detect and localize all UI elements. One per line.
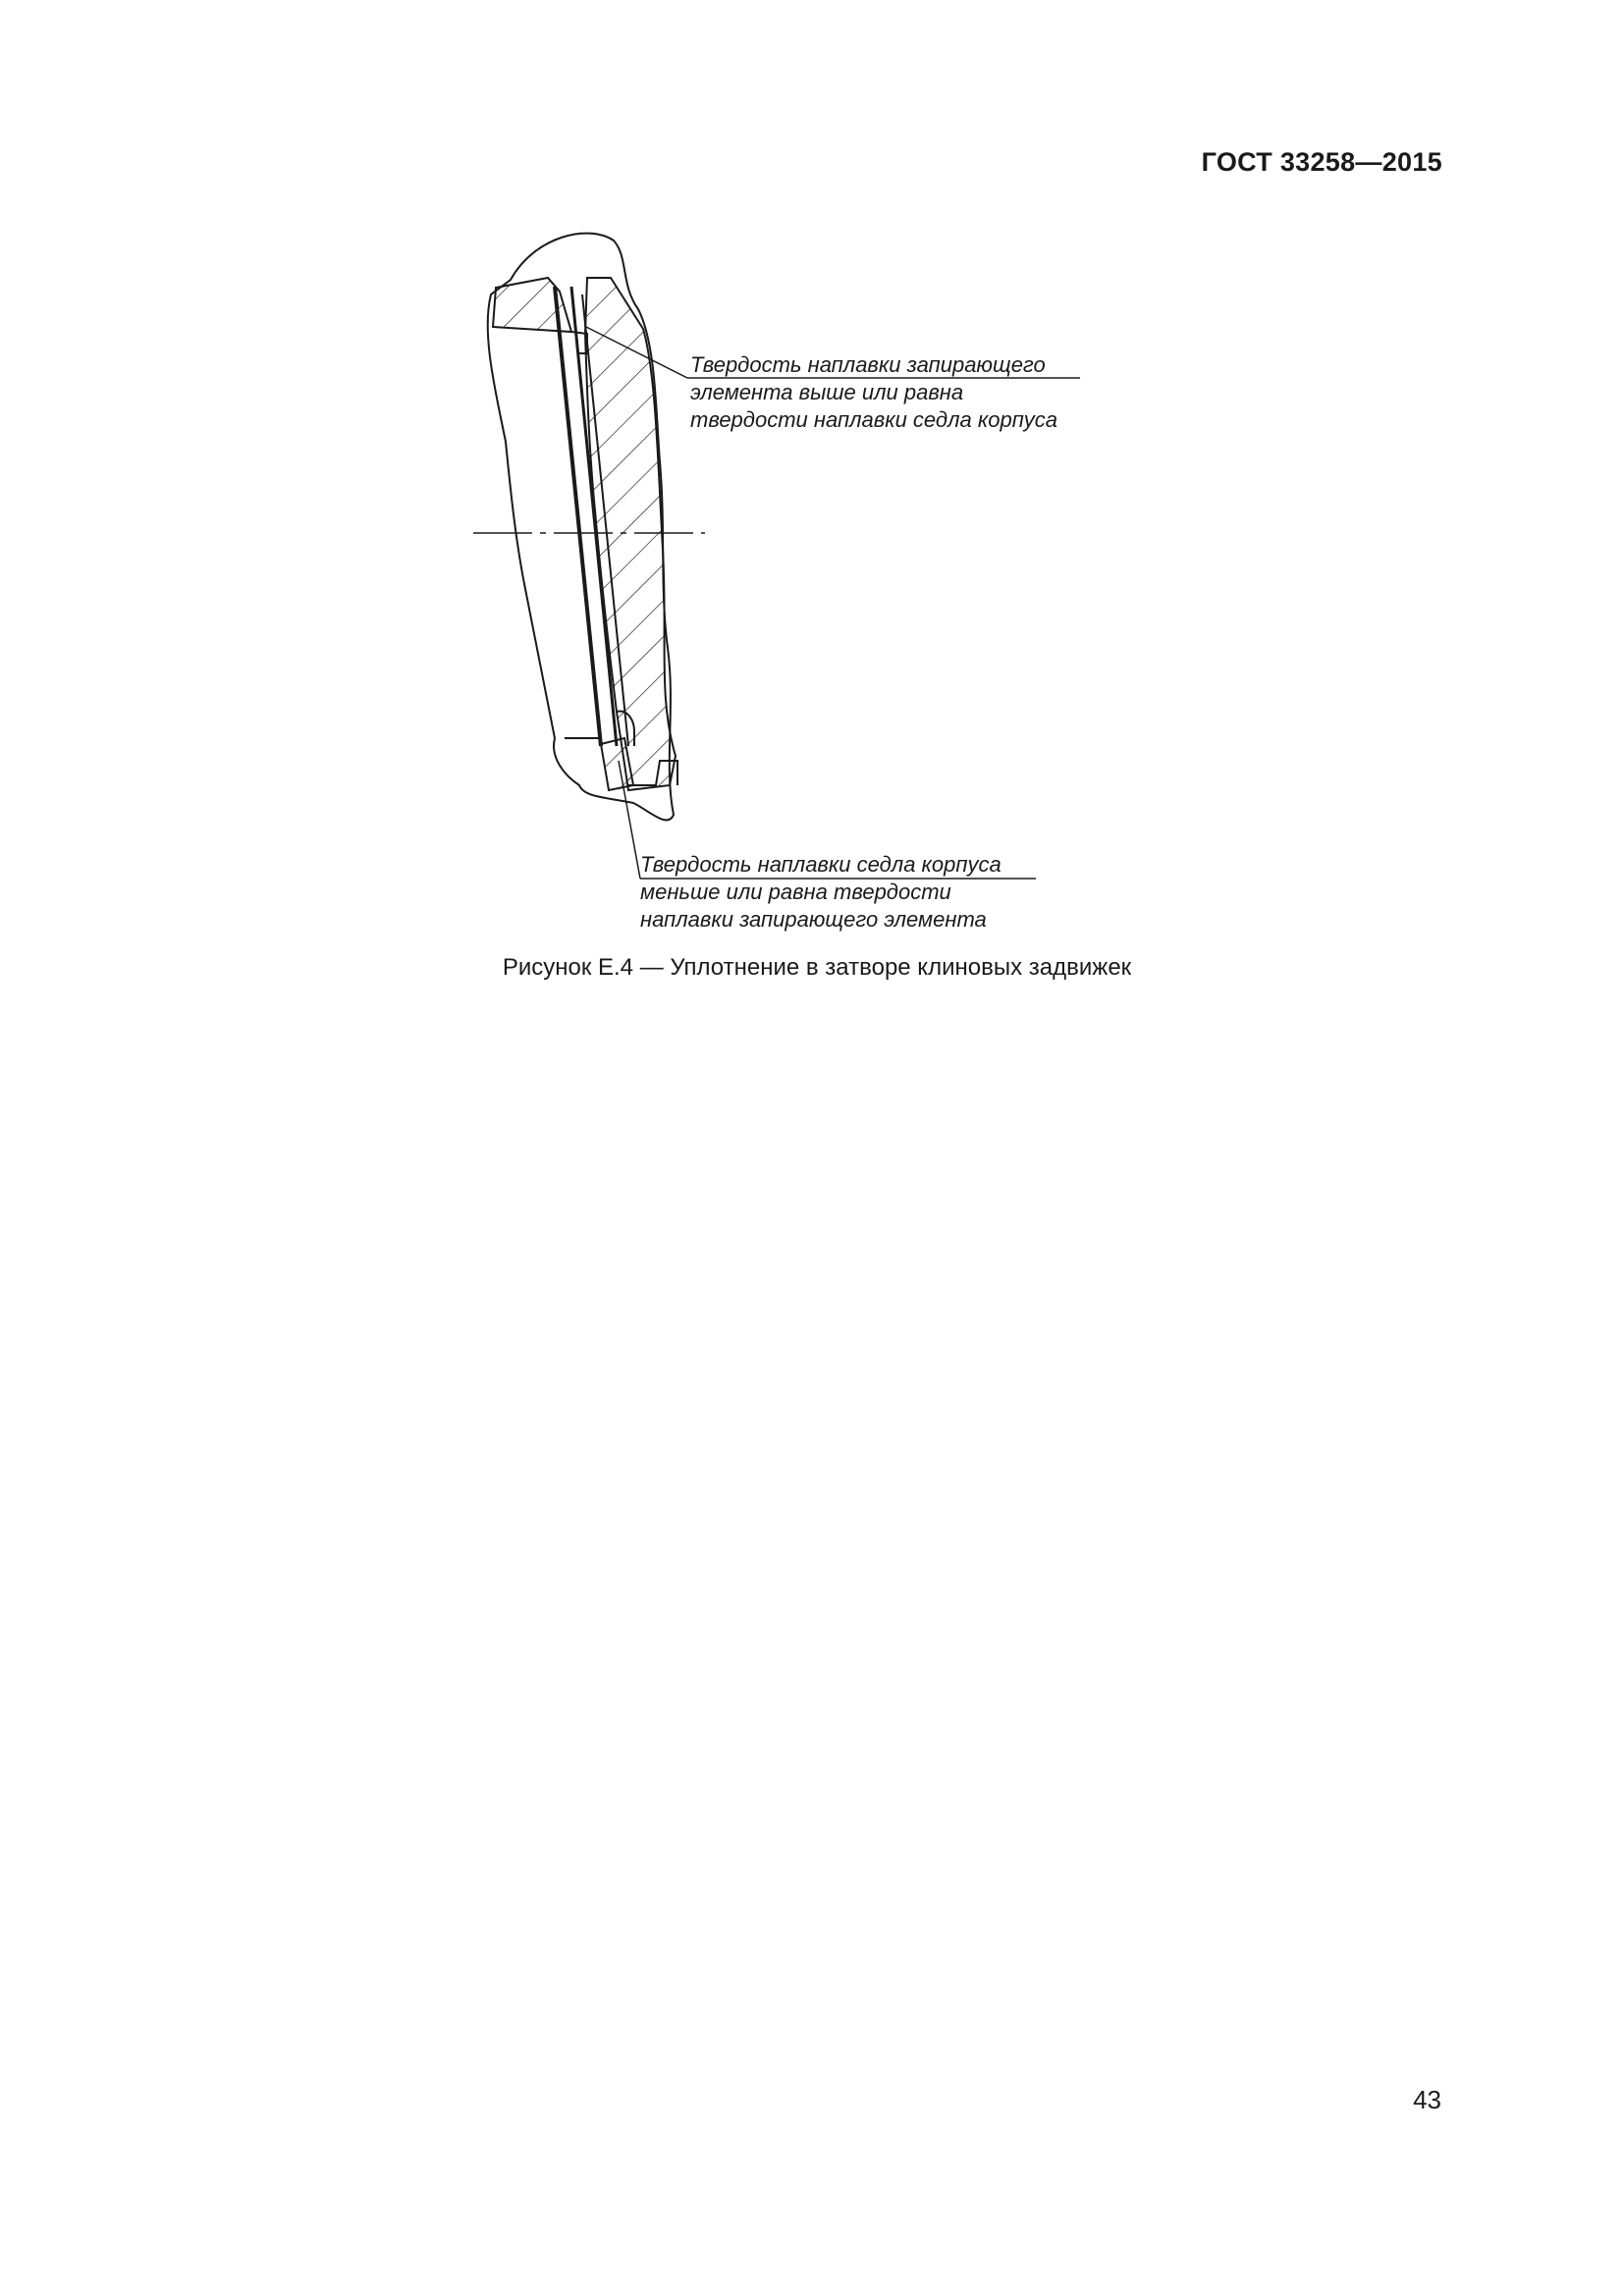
figure-wedge-gate-seal [0, 0, 1624, 982]
standard-header: ГОСТ 33258—2015 [1201, 147, 1442, 177]
callout-top-line: Твердость наплавки запирающего [690, 352, 1046, 377]
callout-top-line: твердости наплавки седла корпуса [690, 407, 1058, 432]
callout-bottom-line: Твердость наплавки седла корпуса [640, 852, 1001, 877]
seal-drawing [0, 0, 1624, 982]
callout-top [690, 351, 1057, 434]
callout-bottom-line: меньше или равна твердости [640, 880, 951, 904]
callout-top-line: элемента выше или равна [690, 380, 964, 404]
callout-bottom-line: наплавки запирающего элемента [640, 907, 987, 932]
page-number: 43 [1413, 2085, 1441, 2114]
figure-caption: Рисунок Е.4 — Уплотнение в затворе клиновых задвижек [502, 954, 1132, 981]
callout-bottom [640, 851, 1001, 934]
